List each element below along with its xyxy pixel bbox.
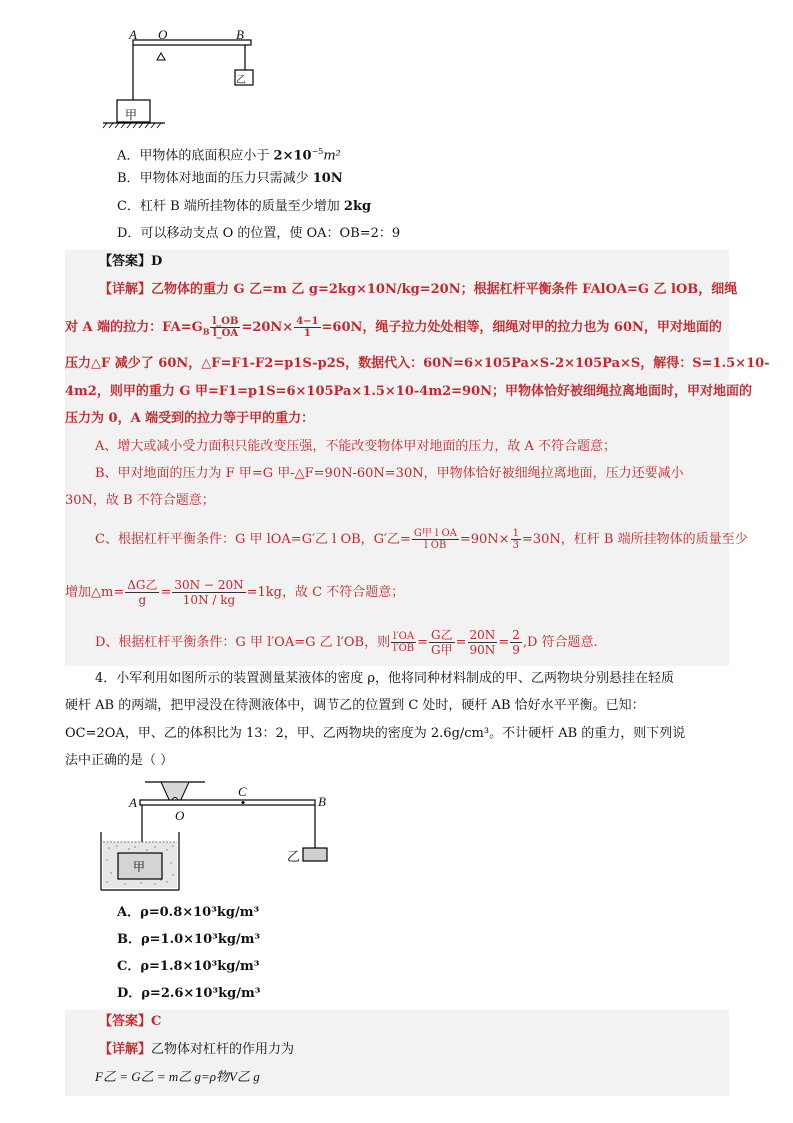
q3-detail-line-3: 压力△F 减少了 60N，△F=F1-F2=p1S-p2S，数据代入：60N=6×105Pa×S-2×105Pa×S，解得：S=1.5×10- (65, 356, 770, 371)
q3-answer: 【答案】D (99, 254, 163, 269)
label2-a: A (129, 795, 137, 810)
label2-o: O (175, 808, 185, 823)
q3-detail-b2: 30N，故 B 不符合题意； (65, 493, 215, 508)
label-jia: 甲 (125, 108, 138, 122)
label2-b: B (318, 794, 326, 809)
q4-option-d: D．ρ=2.6×10³kg/m³ (117, 986, 261, 1001)
q4-detail-line-1: 【详解】乙物体对杠杆的作用力为 (99, 1042, 295, 1057)
q4-answer: 【答案】C (99, 1014, 162, 1029)
label-yi: 乙 (236, 75, 246, 86)
q3-option-d: D．可以移动支点 O 的位置，使 OA：OB=2：9 (117, 226, 401, 241)
label2-jia: 甲 (133, 860, 146, 874)
label2-yi: 乙 (287, 850, 301, 865)
q3-detail-line-5: 压力为 0，A 端受到的拉力等于甲的重力： (65, 411, 315, 426)
q4-option-b: B．ρ=1.0×10³kg/m³ (117, 932, 261, 947)
label-o: O (158, 27, 168, 42)
q4-stem-1: 4．小军利用如图所示的装置测量某液体的密度 ρ，他将同种材料制成的甲、乙两物块分别悬挂在轻质 (95, 671, 675, 686)
q4-option-c: C．ρ=1.8×10³kg/m³ (117, 959, 260, 974)
label-a: A (129, 27, 137, 42)
q4-stem-4: 法中正确的是（ ） (65, 753, 174, 768)
q3-detail-c2: 增加△m= $\frac{\text{ΔG乙}}{g}$ = $\frac{30N - 20N}{10N / kg}$ =1kg，故 C 不符合题意； (65, 578, 405, 607)
q4-stem-3: OC=2OA，甲、乙的体积比为 13：2，甲、乙两物块的密度为 2.6g/cm³。不计硬杆 AB 的重力，则下列说 (65, 726, 686, 741)
q3-option-c: C．杠杆 B 端所挂物体的质量至少增加 2kg (117, 199, 372, 214)
q4-detail-formula: F乙 = G乙 = m乙 g=ρ物V乙 g (95, 1069, 260, 1084)
q3-detail-line-1: 【详解】乙物体的重力 G 乙=m 乙 g=2kg×10N/kg=20N；根据杠杆平衡条件 FAlOA=G 乙 lOB，细绳 (99, 282, 738, 297)
q3-option-b: B．甲物体对地面的压力只需减少 10N (117, 171, 343, 186)
q3-detail-d: D、根据杠杆平衡条件：G 甲 l′OA=G 乙 l′OB，则 $\frac{l'OA}{l'OB}$ = $\frac{\text{G乙}}{\text{G甲}}$ = $\frac{20N}{90N}$ = $\frac{2}{9}$ ,D 符合题意. (95, 628, 598, 657)
q3-detail-line-2: 对 A 端的拉力：$FA=G_B$ $\frac{l\_OB}{l\_OA}$ =20N× $\frac{4-1}{1}$ =60N，绳子拉力处处相等，细绳对甲的拉力也为 60N，甲对地面的 (65, 316, 722, 339)
q4-stem-2: 硬杆 AB 的两端，把甲浸没在待测液体中，调节乙的位置到 C 处时，硬杆 AB 恰好水平平衡。已知： (65, 698, 645, 713)
q3-detail-c1: C、根据杠杆平衡条件：G 甲 lOA=G′乙 l OB，G′乙= $\frac{\text{G甲 l OA}}{\text{l OB}}$ =90N× $\frac{1}{3}$ =30N，杠杆 B 端所挂物体的质量至少 (95, 528, 748, 551)
label2-c: C (238, 784, 247, 799)
q3-option-a: A．甲物体的底面积应小于 $2\times 10^{-5}m^2$ (117, 147, 341, 164)
q4-option-a: A．ρ=0.8×10³kg/m³ (117, 905, 260, 920)
q3-detail-a: A、增大或减小受力面积只能改变压强，不能改变物体甲对地面的压力，故 A 不符合题意； (95, 439, 617, 454)
label-b: B (236, 27, 244, 42)
q3-detail-line-4: 4m2，则甲的重力 G 甲=F1=p1S=6×105Pa×1.5×10-4m2=90N；甲物体恰好被细绳拉离地面时，甲对地面的 (65, 384, 753, 399)
q3-detail-b1: B、甲对地面的压力为 F 甲=G 甲-△F=90N-60N=30N，甲物体恰好被细绳拉离地面，压力还要减小 (95, 466, 684, 481)
